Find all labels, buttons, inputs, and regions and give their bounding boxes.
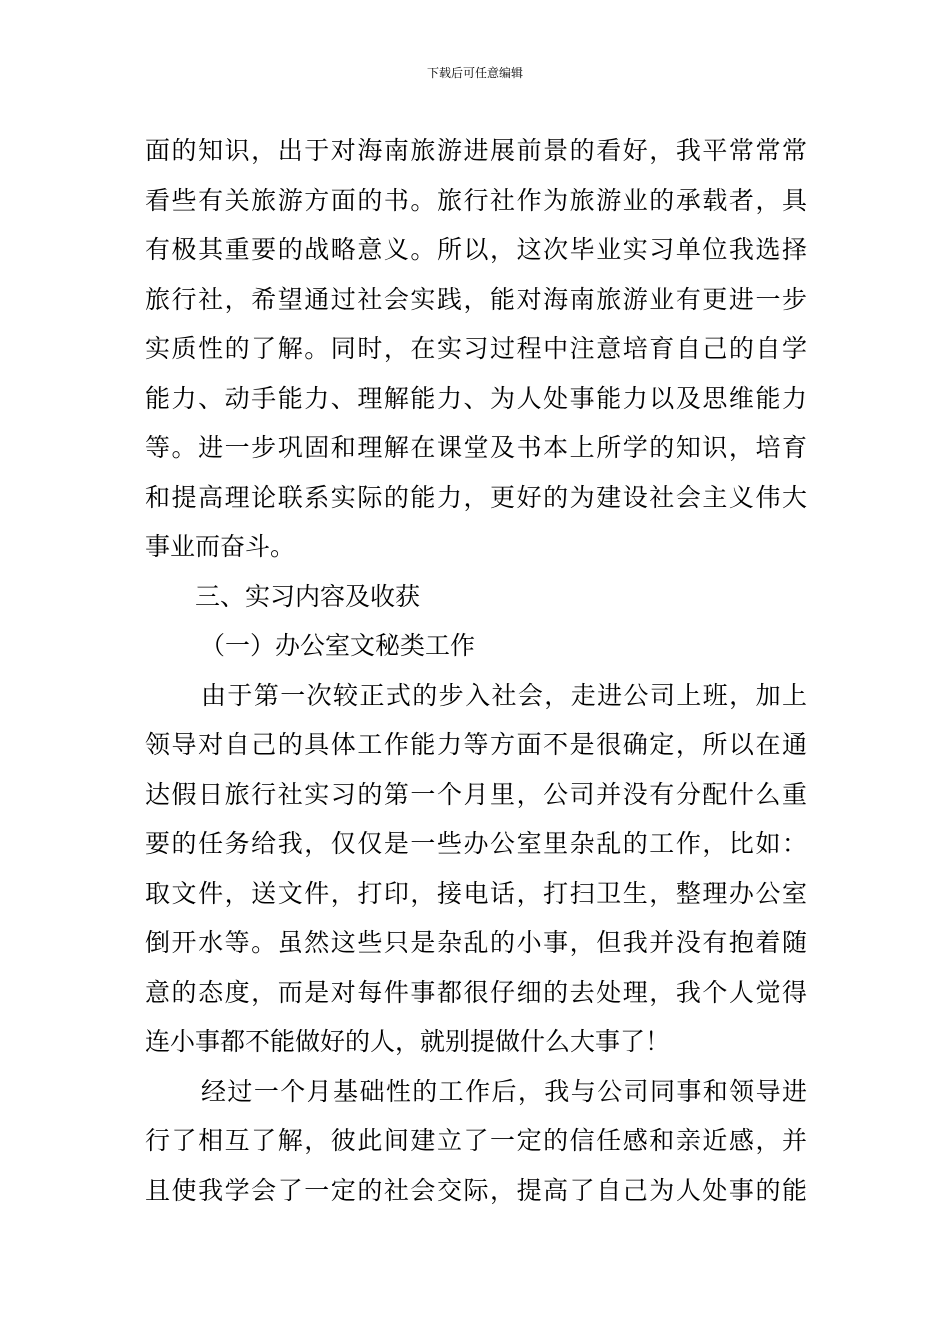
text-line: 行了相互了解，彼此间建立了一定的信任感和亲近感，并 — [145, 1126, 807, 1155]
section-heading: 三、实习内容及收获 — [195, 581, 421, 611]
text-line: 旅行社，希望通过社会实践，能对海南旅游业有更进一步 — [145, 284, 807, 314]
text-line: 实质性的了解。同时，在实习过程中注意培育自己的自学 — [145, 334, 807, 363]
text-line: 且使我学会了一定的社会交际，提高了自己为人处事的能 — [145, 1175, 807, 1205]
text-line: 意的态度，而是对每件事都很仔细的去处理，我个人觉得 — [145, 977, 807, 1007]
text-line: 等。进一步巩固和理解在课堂及书本上所学的知识，培育 — [145, 433, 807, 462]
text-line: 倒开水等。虽然这些只是杂乱的小事，但我并没有抱着随 — [145, 928, 807, 957]
text-line: 连小事都不能做好的人，就别提做什么大事了！ — [145, 1027, 671, 1056]
text-line: 和提高理论联系实际的能力，更好的为建设社会主义伟大 — [145, 482, 807, 512]
text-line: 经过一个月基础性的工作后，我与公司同事和领导进 — [201, 1076, 807, 1106]
text-line: 面的知识，出于对海南旅游进展前景的看好，我平常常常 — [145, 136, 807, 165]
text-line: 有极其重要的战略意义。所以，这次毕业实习单位我选择 — [145, 235, 807, 264]
text-line: 要的任务给我，仅仅是一些办公室里杂乱的工作，比如： — [145, 829, 807, 858]
text-line: 事业而奋斗。 — [145, 532, 296, 561]
text-line: 能力、动手能力、理解能力、为人处事能力以及思维能力 — [145, 383, 807, 413]
text-line: 取文件，送文件，打印，接电话，打扫卫生，整理办公室 — [145, 878, 807, 908]
page-header: 下载后可任意编辑 — [426, 66, 523, 80]
body-text — [145, 126, 807, 1215]
text-line: 由于第一次较正式的步入社会，走进公司上班，加上 — [201, 680, 807, 710]
subsection-heading: （一）办公室文秘类工作 — [200, 631, 476, 660]
text-line: 达假日旅行社实习的第一个月里，公司并没有分配什么重 — [145, 779, 807, 809]
text-line: 看些有关旅游方面的书。旅行社作为旅游业的承载者，具 — [145, 185, 807, 215]
text-line: 领导对自己的具体工作能力等方面不是很确定，所以在通 — [145, 730, 807, 759]
